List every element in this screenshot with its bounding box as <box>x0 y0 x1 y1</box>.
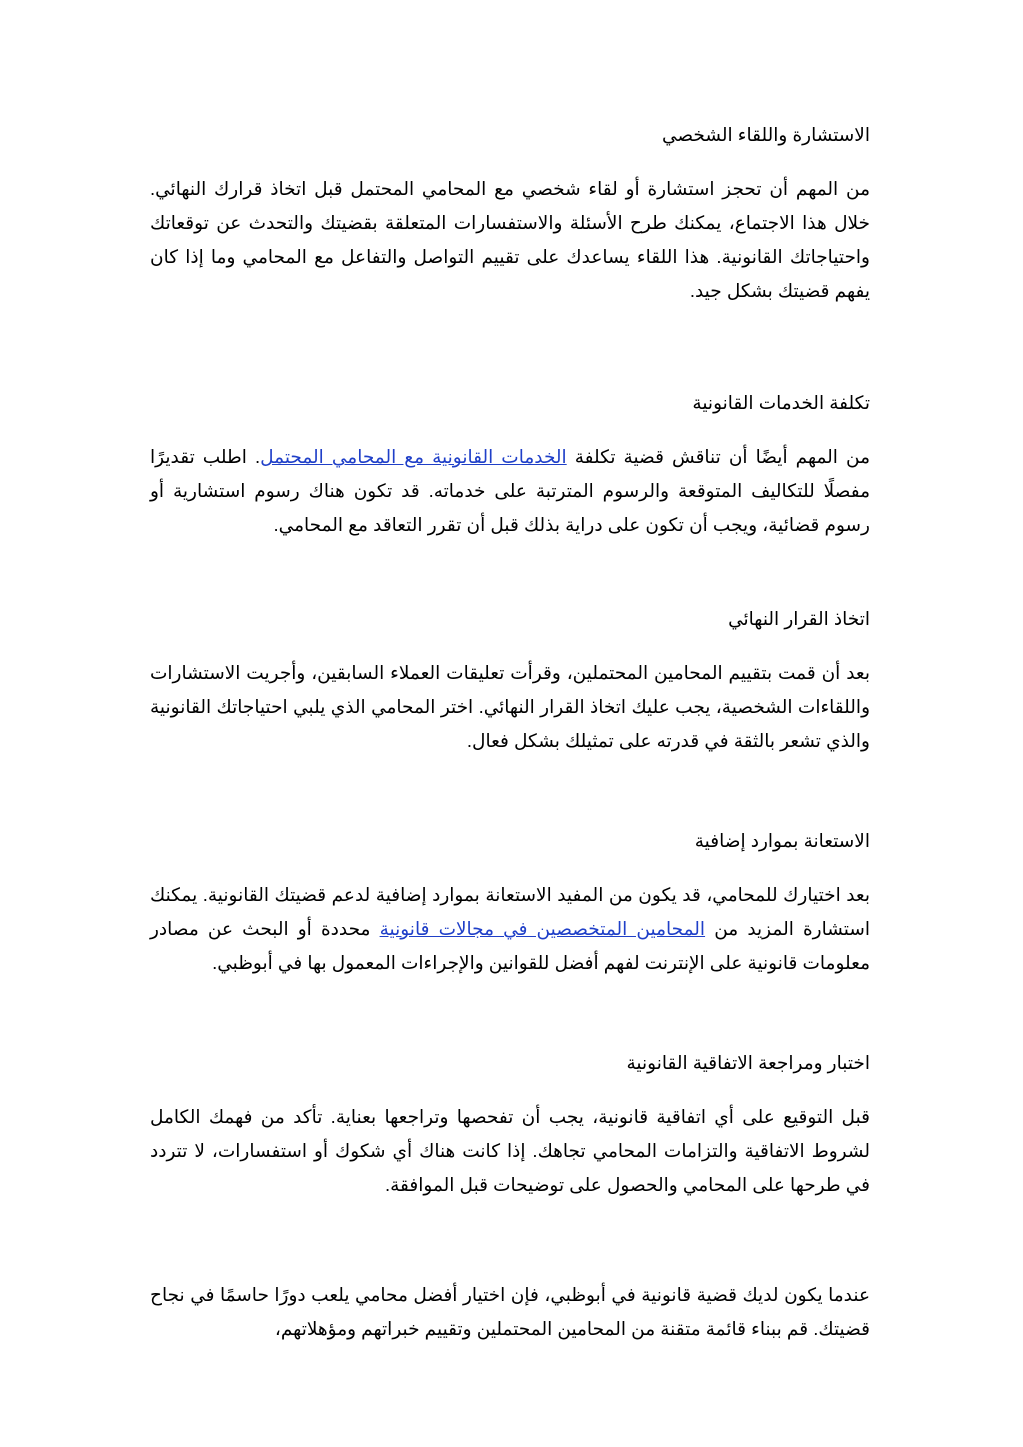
section-heading-final-decision: اتخاذ القرار النهائي <box>728 608 870 629</box>
section-paragraph-final-decision: بعد أن قمت بتقييم المحامين المحتملين، وقرأت تعليقات العملاء السابقين، وأجريت الاستشارات واللقاءات الشخصية، يجب عليك اتخاذ القرار النهائي. اختر المحامي الذي يلبي احتياجاتك القانونية والذي تشعر بالثقة في قدرته على تمثيلك بشكل فعال. <box>150 662 870 751</box>
section-heading-additional-resources: الاستعانة بموارد إضافية <box>694 830 870 851</box>
specialized-lawyers-link[interactable]: المحامين المتخصصين في مجالات قانونية <box>379 918 706 939</box>
paragraph-text-part: بعد اختيارك للمحامي، قد يكون من المفيد الاستعانة بموارد إضافية لدعم قضيتك القانونية. يمكنك استشارة المزيد من <box>150 884 870 939</box>
section-heading-consultation: الاستشارة واللقاء الشخصي <box>661 124 870 145</box>
paragraph-text-part: من المهم أيضًا أن تناقش قضية تكلفة <box>566 446 870 467</box>
section-paragraph-consultation: من المهم أن تحجز استشارة أو لقاء شخصي مع المحامي المحتمل قبل اتخاذ قرارك النهائي. خلال هذا الاجتماع، يمكنك طرح الأسئلة والاستفسارات المتعلقة بقضيتك والتحدث عن توقعاتك واحتياجاتك القانونية. هذا اللقاء يساعدك على تقييم التواصل والتفاعل مع المحامي وما إذا كان يفهم قضيتك بشكل جيد. <box>150 178 870 301</box>
closing-paragraph: عندما يكون لديك قضية قانونية في أبوظبي، فإن اختيار أفضل محامي يلعب دورًا حاسمًا في نجاح قضيتك. قم ببناء قائمة متقنة من المحامين المحتملين وتقييم خبراتهم ومؤهلاتهم، <box>150 1284 870 1339</box>
document-page <box>150 118 870 1346</box>
section-paragraph-additional-resources <box>150 878 870 980</box>
section-heading-legal-costs: تكلفة الخدمات القانونية <box>692 392 870 413</box>
paragraph-text-part: . اطلب تقديرًا مفصلًا للتكاليف المتوقعة والرسوم المترتبة على خدماته. قد تكون هناك رسوم استشارية أو رسوم قضائية، ويجب أن تكون على دراية بذلك قبل أن تقرر التعاقد مع المحامي. <box>150 446 870 535</box>
section-heading-agreement-review: اختبار ومراجعة الاتفاقية القانونية <box>626 1052 870 1073</box>
paragraph-text-part: محددة أو البحث عن مصادر معلومات قانونية على الإنترنت لفهم أفضل للقوانين والإجراءات المعمول بها في أبوظبي. <box>150 918 870 973</box>
legal-services-link[interactable]: الخدمات القانونية مع المحامي المحتمل <box>260 446 567 467</box>
section-paragraph-agreement-review: قبل التوقيع على أي اتفاقية قانونية، يجب أن تفحصها وتراجعها بعناية. تأكد من فهمك الكامل لشروط الاتفاقية والتزامات المحامي تجاهك. إذا كانت هناك أي شكوك أو استفسارات، لا تتردد في طرحها على المحامي والحصول على توضيحات قبل الموافقة. <box>150 1106 870 1195</box>
section-paragraph-legal-costs <box>150 440 870 542</box>
